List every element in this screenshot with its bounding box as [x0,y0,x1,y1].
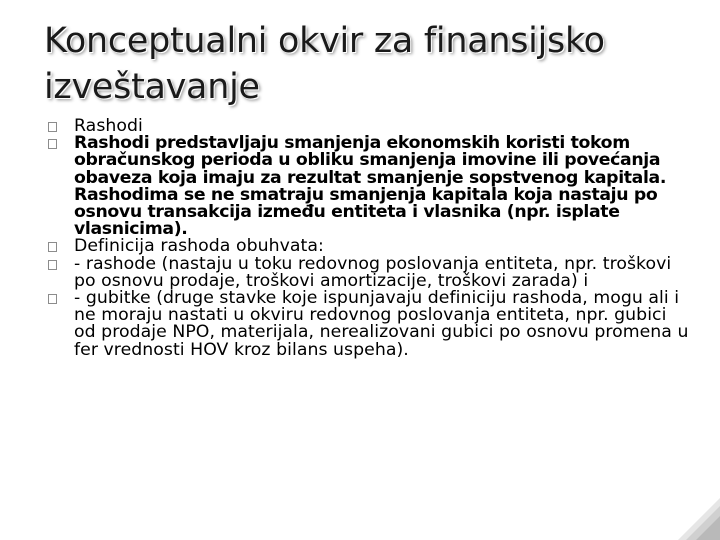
slide-title-line-1: Konceptualni okvir za finansijsko [44,21,605,61]
bullet-text: Definicija rashoda obuhvata: [74,236,324,257]
bullet-text: Rashodi [74,116,143,136]
square-bullet-icon [48,294,57,304]
bullet-text: Rashodi predstavljaju smanjenja ekonomskih koristi tokom obračunskog perioda u obliku smanjenja imovine ili povećanja obaveza koja imaju za rezultat smanjenje sopstvenog kapitala. Rashodima se ne smatraju smanjenja kapitala koja nastaju po osnovu transakcija između entiteta i vlasnika (npr. isplate vlasnicima). [74,133,667,240]
slide-title [44,18,664,110]
bullet-text: - rashode (nastaju u toku redovnog poslovanja entiteta, npr. troškovi po osnovu prodaje, troškovi amortizacije, troškovi zarada) i [74,253,672,291]
bullet-item-losses [52,290,692,359]
bullet-text: - gubitke (druge stavke koje ispunjavaju definiciju rashoda, mogu ali i ne moraju nastati u okviru redovnog poslovanja entiteta, npr. gubici od prodaje NPO, materijala, nerealizovani gubici po osnovu promena u fer vrednosti HOV kroz bilans uspeha). [74,288,689,360]
page-curl-decoration [660,480,720,540]
bullet-item-definition [52,135,692,238]
bullet-item-expenses [52,253,692,291]
square-bullet-icon [48,122,57,132]
slide-title-line-2: izveštavanje [44,67,260,107]
square-bullet-icon [48,139,57,149]
square-bullet-icon [48,242,57,252]
bullet-list [52,118,692,359]
square-bullet-icon [48,260,57,270]
